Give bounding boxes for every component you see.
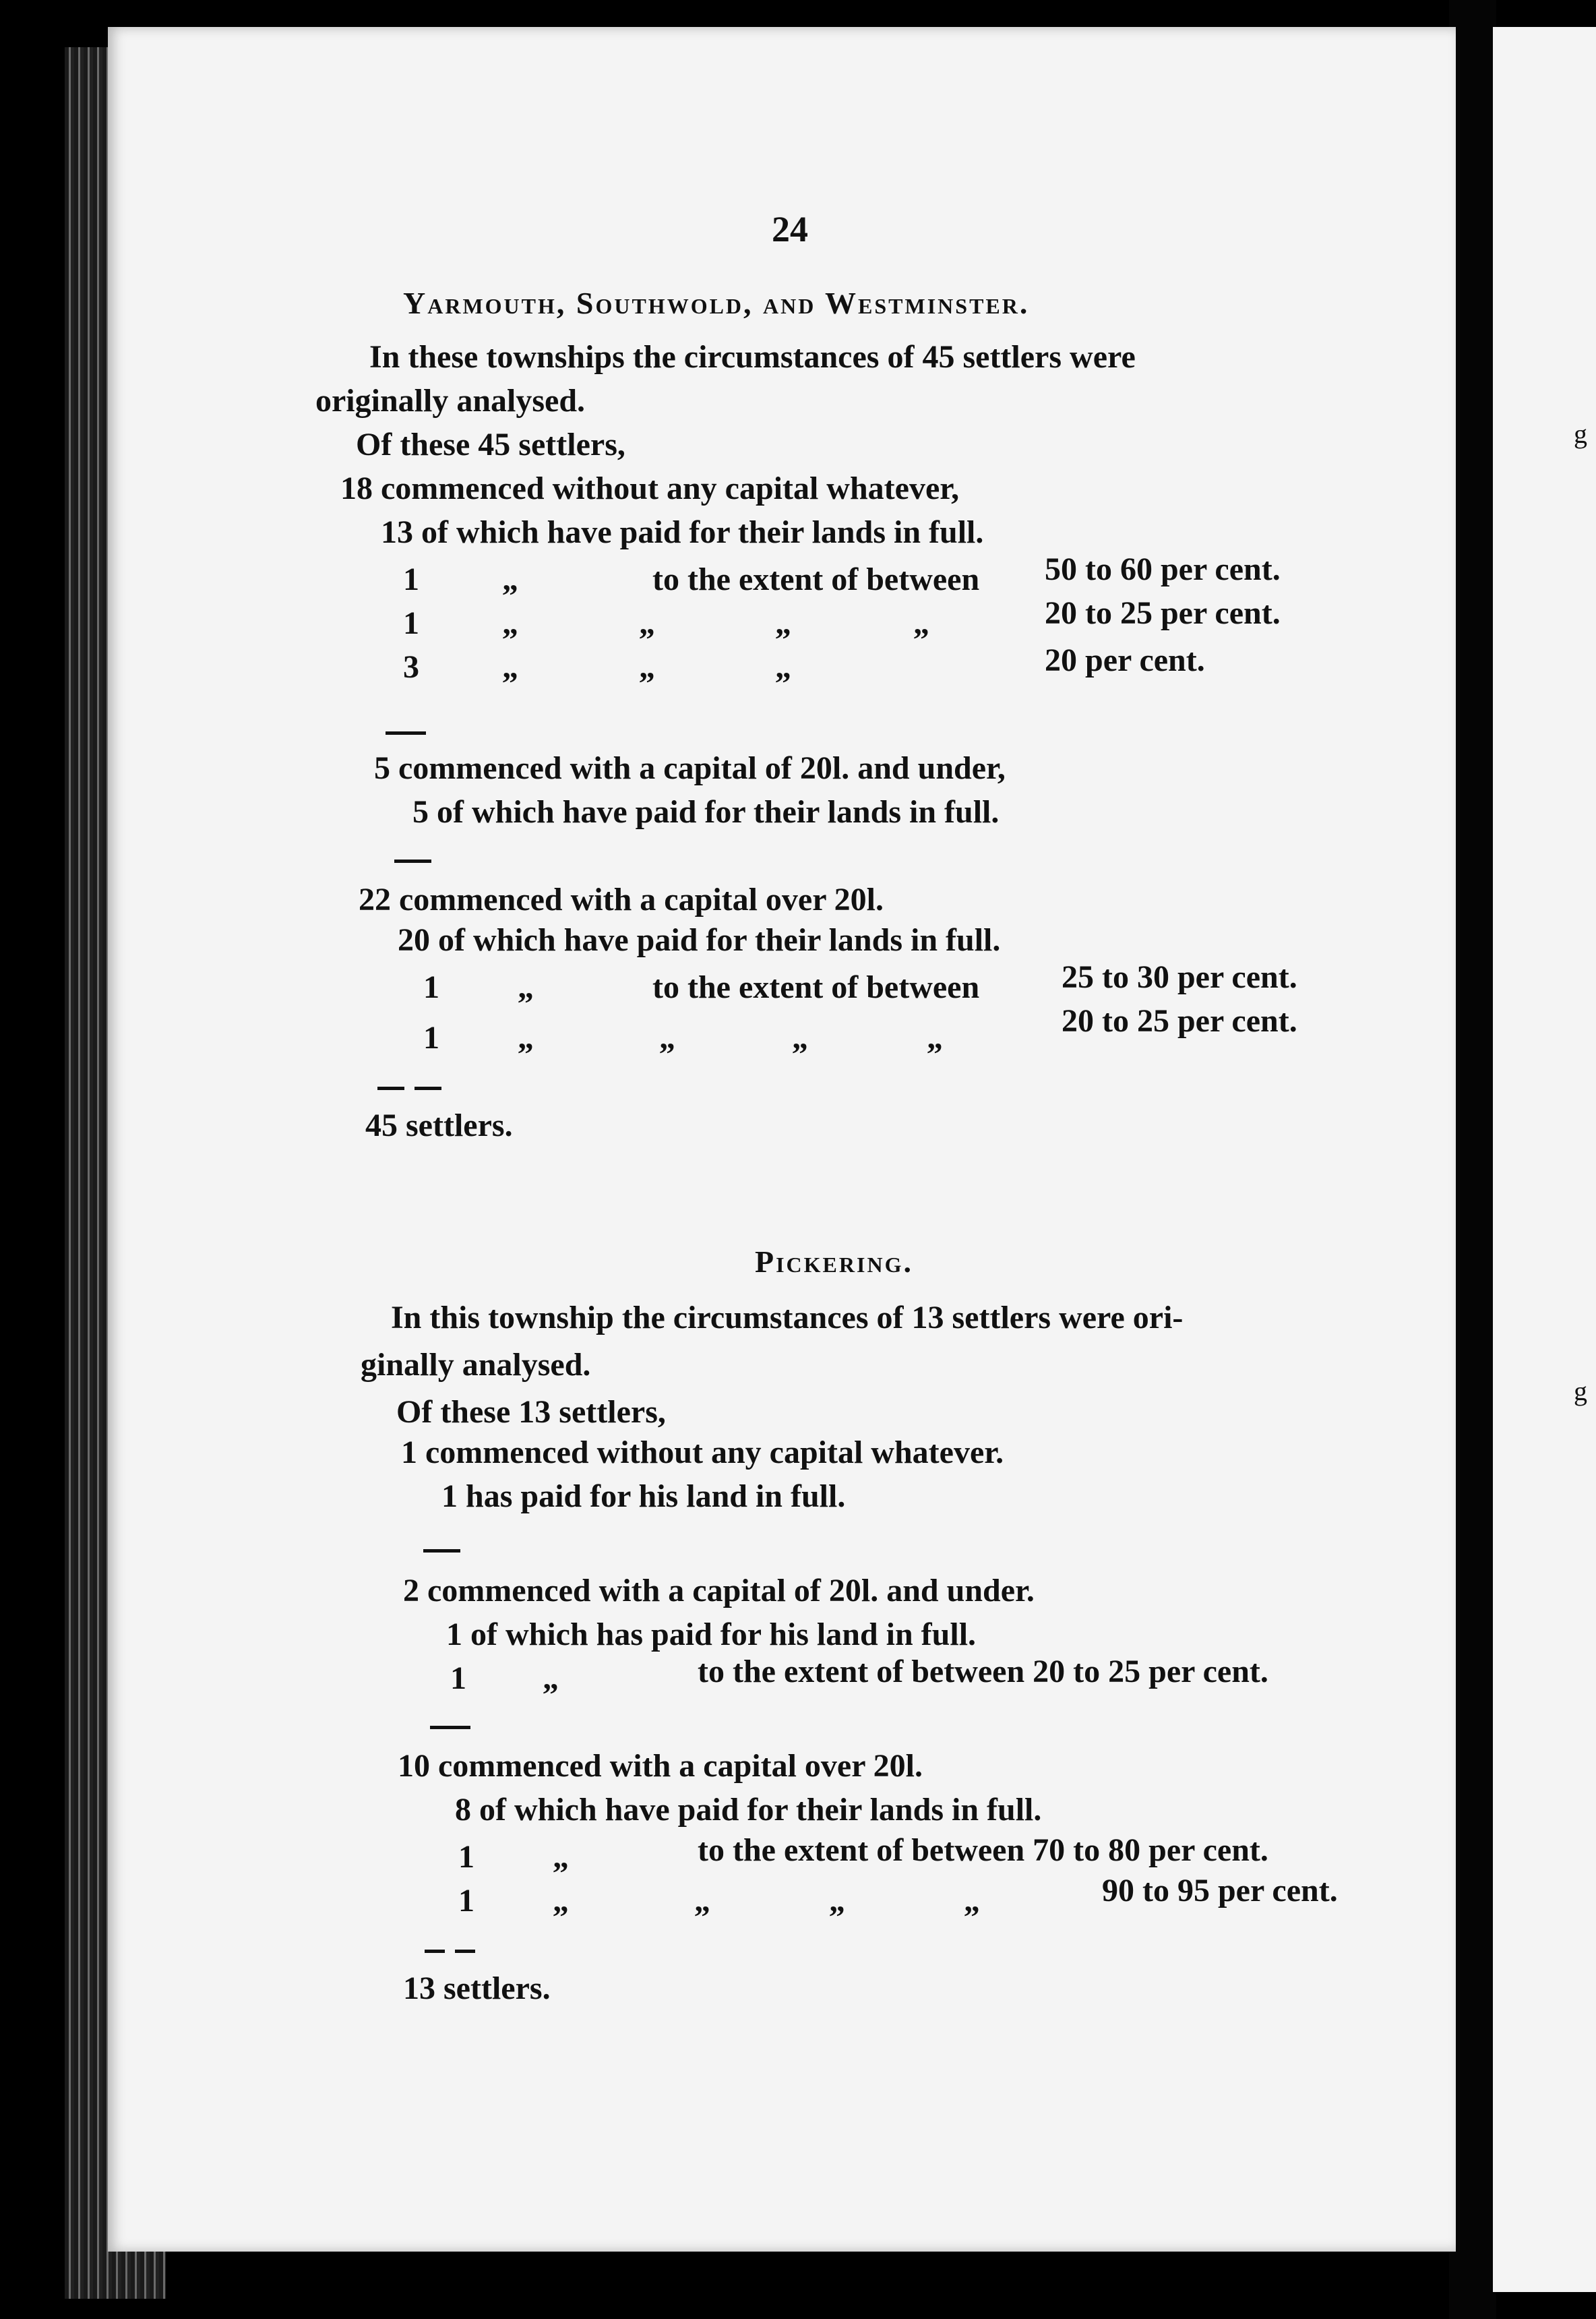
subtotal-rule bbox=[394, 860, 431, 863]
ditto-mark: „ bbox=[829, 1883, 845, 1919]
row-range: 20 per cent. bbox=[1045, 642, 1205, 678]
ditto-mark: „ bbox=[502, 605, 518, 641]
row-range: 50 to 60 per cent. bbox=[1045, 551, 1281, 587]
row-count: 1 bbox=[403, 605, 419, 641]
row-desc: to the extent of between bbox=[652, 969, 980, 1005]
row-desc: to the extent of between bbox=[652, 562, 980, 597]
ditto-mark: „ bbox=[553, 1883, 569, 1919]
section-heading-yarmouth: Yarmouth, Southwold, and Westminster. bbox=[403, 286, 1030, 320]
ditto-mark: „ bbox=[543, 1660, 559, 1696]
ditto-mark: „ bbox=[927, 1020, 943, 1056]
ditto-mark: „ bbox=[913, 605, 929, 641]
subtotal-rule bbox=[423, 1549, 460, 1553]
intro-line: In these townships the circumstances of 45 settlers were bbox=[369, 339, 1136, 375]
section-total: 45 settlers. bbox=[365, 1108, 513, 1143]
group-row: 20 of which have paid for their lands in full. bbox=[398, 922, 1001, 958]
group-head: 10 commenced with a capital over 20l. bbox=[398, 1748, 923, 1784]
total-rule bbox=[455, 1950, 475, 1953]
row-count: 1 bbox=[423, 969, 439, 1005]
intro-line: In this township the circumstances of 13 settlers were ori- bbox=[391, 1300, 1184, 1335]
group-head: 1 commenced without any capital whatever. bbox=[401, 1435, 1004, 1470]
group-head: 5 commenced with a capital of 20l. and under, bbox=[374, 750, 1006, 786]
row-desc: to the extent of between 20 to 25 per cent. bbox=[698, 1654, 1268, 1689]
gutter-shadow bbox=[1449, 0, 1496, 2319]
intro-line: ginally analysed. bbox=[361, 1347, 591, 1383]
section-total: 13 settlers. bbox=[403, 1970, 551, 2006]
group-head: 18 commenced without any capital whatever, bbox=[340, 471, 960, 506]
row-range: 90 to 95 per cent. bbox=[1102, 1873, 1338, 1908]
total-rule bbox=[425, 1950, 445, 1953]
ditto-mark: „ bbox=[518, 969, 534, 1005]
ditto-mark: „ bbox=[639, 605, 655, 641]
of-these-line: Of these 13 settlers, bbox=[396, 1394, 666, 1430]
adjacent-page-fragment bbox=[1493, 27, 1596, 2292]
ditto-mark: „ bbox=[792, 1020, 808, 1056]
group-row: 13 of which have paid for their lands in full. bbox=[381, 514, 984, 550]
ditto-mark: „ bbox=[502, 562, 518, 597]
ditto-mark: „ bbox=[694, 1883, 710, 1919]
group-row: 1 of which has paid for his land in full. bbox=[446, 1617, 977, 1652]
of-these-line: Of these 45 settlers, bbox=[356, 427, 625, 462]
adjacent-page-letter: g bbox=[1574, 1376, 1587, 1406]
total-rule bbox=[415, 1087, 441, 1090]
row-count: 1 bbox=[458, 1883, 474, 1919]
row-desc: to the extent of between 70 to 80 per cent. bbox=[698, 1832, 1268, 1868]
ditto-mark: „ bbox=[964, 1883, 980, 1919]
ditto-mark: „ bbox=[518, 1020, 534, 1056]
row-count: 1 bbox=[450, 1660, 466, 1696]
group-row: 8 of which have paid for their lands in full. bbox=[455, 1792, 1042, 1828]
group-row: 1 has paid for his land in full. bbox=[441, 1478, 846, 1514]
row-range: 20 to 25 per cent. bbox=[1045, 595, 1281, 631]
ditto-mark: „ bbox=[775, 605, 791, 641]
group-head: 2 commenced with a capital of 20l. and under. bbox=[403, 1573, 1035, 1608]
row-count: 1 bbox=[423, 1020, 439, 1056]
ditto-mark: „ bbox=[502, 649, 518, 685]
intro-line: originally analysed. bbox=[315, 383, 586, 419]
ditto-mark: „ bbox=[639, 649, 655, 685]
total-rule bbox=[377, 1087, 404, 1090]
row-count: 3 bbox=[403, 649, 419, 685]
ditto-mark: „ bbox=[775, 649, 791, 685]
section-heading-pickering: Pickering. bbox=[755, 1244, 913, 1279]
row-range: 25 to 30 per cent. bbox=[1062, 959, 1297, 995]
group-head: 22 commenced with a capital over 20l. bbox=[359, 882, 884, 917]
row-count: 1 bbox=[403, 562, 419, 597]
adjacent-page-letter: g bbox=[1574, 419, 1587, 449]
subtotal-rule bbox=[430, 1726, 470, 1729]
page-number: 24 bbox=[772, 209, 808, 249]
row-count: 1 bbox=[458, 1839, 474, 1875]
row-range: 20 to 25 per cent. bbox=[1062, 1003, 1297, 1039]
subtotal-rule bbox=[386, 731, 426, 735]
ditto-mark: „ bbox=[553, 1839, 569, 1875]
ditto-mark: „ bbox=[659, 1020, 675, 1056]
group-row: 5 of which have paid for their lands in full. bbox=[412, 794, 1000, 830]
